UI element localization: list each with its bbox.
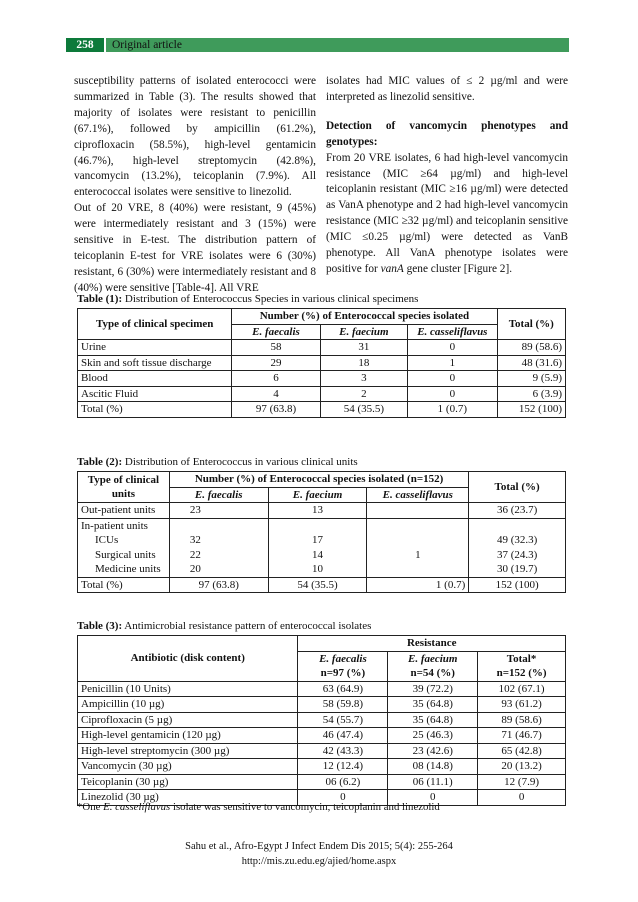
table2-header-type: Type of clinical units (78, 472, 170, 503)
table-row: High-level gentamicin (120 µg) 46 (47.4) 25 (46.3) 71 (46.7) (78, 728, 566, 744)
inpatient-label: In-patient units (81, 519, 148, 532)
table1-header-faecium: E. faecium (320, 324, 408, 340)
table1-header-faecalis: E. faecalis (232, 324, 320, 340)
right-paragraph-2 (326, 151, 568, 278)
table-row-total: Total (%) 97 (63.8) 54 (35.5) 1 (0.7) 152 (100) (78, 402, 566, 418)
phenotype-text-end: gene cluster [Figure 2]. (403, 262, 513, 275)
page-header (66, 38, 569, 52)
table-row-inpatient: In-patient units ICUs Surgical units Medicine units 32 22 20 17 14 10 1 49 (32.3) 37 (24.3) 30 (19.7) (78, 518, 566, 577)
table3-header-faecalis: E. faecalis n=97 (%) (298, 651, 388, 681)
gene-name: vanA (380, 262, 404, 275)
table-row: Blood 6 3 0 9 (5.9) (78, 371, 566, 387)
table2-header-group: Number (%) of Enterococcal species isolated (n=152) (169, 472, 468, 488)
table3-header-resistance: Resistance (298, 636, 566, 652)
section-label: Original article (106, 38, 569, 52)
left-paragraph-2: Out of 20 VRE, 8 (40%) were resistant, 9 (45%) were intermediately resistant and 3 (15%) were sensitive in E-test. The distribution pattern of teicoplanin E-test for VRE isolates were 6 (30%) resistant, 6 (30%) were intermediately resistant and 8 (40%) were sensitive [Table-4]. All VRE (74, 202, 316, 294)
right-paragraph-1: isolates had MIC values of ≤ 2 µg/ml and were interpreted as linezolid sensitive. (326, 75, 568, 103)
table-row: Penicillin (10 Units) 63 (64.9) 39 (72.2) 102 (67.1) (78, 681, 566, 697)
table-row: Linezolid (30 µg) 0 0 0 (78, 790, 566, 806)
table-row: Teicoplanin (30 µg) 06 (6.2) 06 (11.1) 12 (7.9) (78, 774, 566, 790)
table3-header-total: Total* n=152 (%) (478, 651, 566, 681)
table-row: Ampicillin (10 µg) 58 (59.8) 35 (64.8) 93 (61.2) (78, 697, 566, 713)
table-row: High-level streptomycin (300 µg) 42 (43.3) 23 (42.6) 65 (42.8) (78, 743, 566, 759)
phenotype-text: From 20 VRE isolates, 6 had high-level vancomycin resistance (MIC ≥64 µg/ml) and high-level teicoplanin resistant (MIC ≥16 µg/ml) were detected as VanA phenotype and 2 had high-level vancomycin resistance (MIC ≥32 µg/ml) and teicoplanin sensitive (MIC ≤0.25 µg/ml) were detected as VanB phenotype. All VanA phenotype isolates were positive for (326, 151, 568, 275)
table-row: Urine 58 31 0 89 (58.6) (78, 340, 566, 356)
footer-url[interactable]: http://mis.zu.edu.eg/ajied/home.aspx (241, 856, 397, 867)
table1-header-total: Total (%) (497, 309, 565, 340)
table1-header-group: Number (%) of Enterococcal species isolated (232, 309, 497, 325)
table1 (77, 308, 566, 418)
table2 (77, 471, 566, 593)
table1-header-type: Type of clinical specimen (78, 309, 232, 340)
page-number: 258 (66, 38, 104, 52)
table2-header-total: Total (%) (469, 472, 566, 503)
table2-header-casseliflavus: E. casseliflavus (367, 487, 469, 503)
table2-header-faecium: E. faecium (268, 487, 367, 503)
table-row-total: Total (%) 97 (63.8) 54 (35.5) 1 (0.7) 152 (100) (78, 577, 566, 593)
table2-caption: Table (2): Distribution of Enterococcus in various clinical units (77, 456, 358, 468)
table3 (77, 635, 566, 806)
table1-header-casseliflavus: E. casseliflavus (408, 324, 497, 340)
table1-caption: Table (1): Distribution of Enterococcus Species in various clinical specimens (77, 293, 419, 305)
left-paragraph-1: susceptibility patterns of isolated enterococci were summarized in Table (3). The results showed that majority of isolates were resistant to penicillin (67.1%), followed by ampicillin (61.2%), ciprofloxacin (58.5%), high-level gentamicin (46.7%), high-level streptomycin (42.8%), vancomycin (13.2%), teicoplanin (7.9%). All enterococcal isolates were sensitive to linezolid. (74, 75, 316, 199)
table-row: Ciprofloxacin (5 µg) 54 (55.7) 35 (64.8) 89 (58.6) (78, 712, 566, 728)
table-row: Out-patient units 23 13 36 (23.7) (78, 503, 566, 519)
table3-caption: Table (3): Antimicrobial resistance pattern of enterococcal isolates (77, 620, 372, 632)
table2-header-faecalis: E. faecalis (169, 487, 268, 503)
table-row: Skin and soft tissue discharge 29 18 1 48 (31.6) (78, 355, 566, 371)
left-column (74, 74, 316, 297)
table3-header-antibiotic: Antibiotic (disk content) (78, 636, 298, 682)
right-column (326, 74, 568, 278)
section-title: Detection of vancomycin phenotypes and genotypes: (326, 119, 568, 148)
table3-footnote: *One E. casseliflavus isolate was sensitive to vancomycin, teicoplanin and linezolid (77, 801, 440, 813)
table-row: Ascitic Fluid 4 2 0 6 (3.9) (78, 386, 566, 402)
footer-citation: Sahu et al., Afro-Egypt J Infect Endem Dis 2015; 5(4): 255-264 (185, 841, 453, 852)
table-row: Vancomycin (30 µg) 12 (12.4) 08 (14.8) 20 (13.2) (78, 759, 566, 775)
table3-header-faecium: E. faecium n=54 (%) (388, 651, 478, 681)
